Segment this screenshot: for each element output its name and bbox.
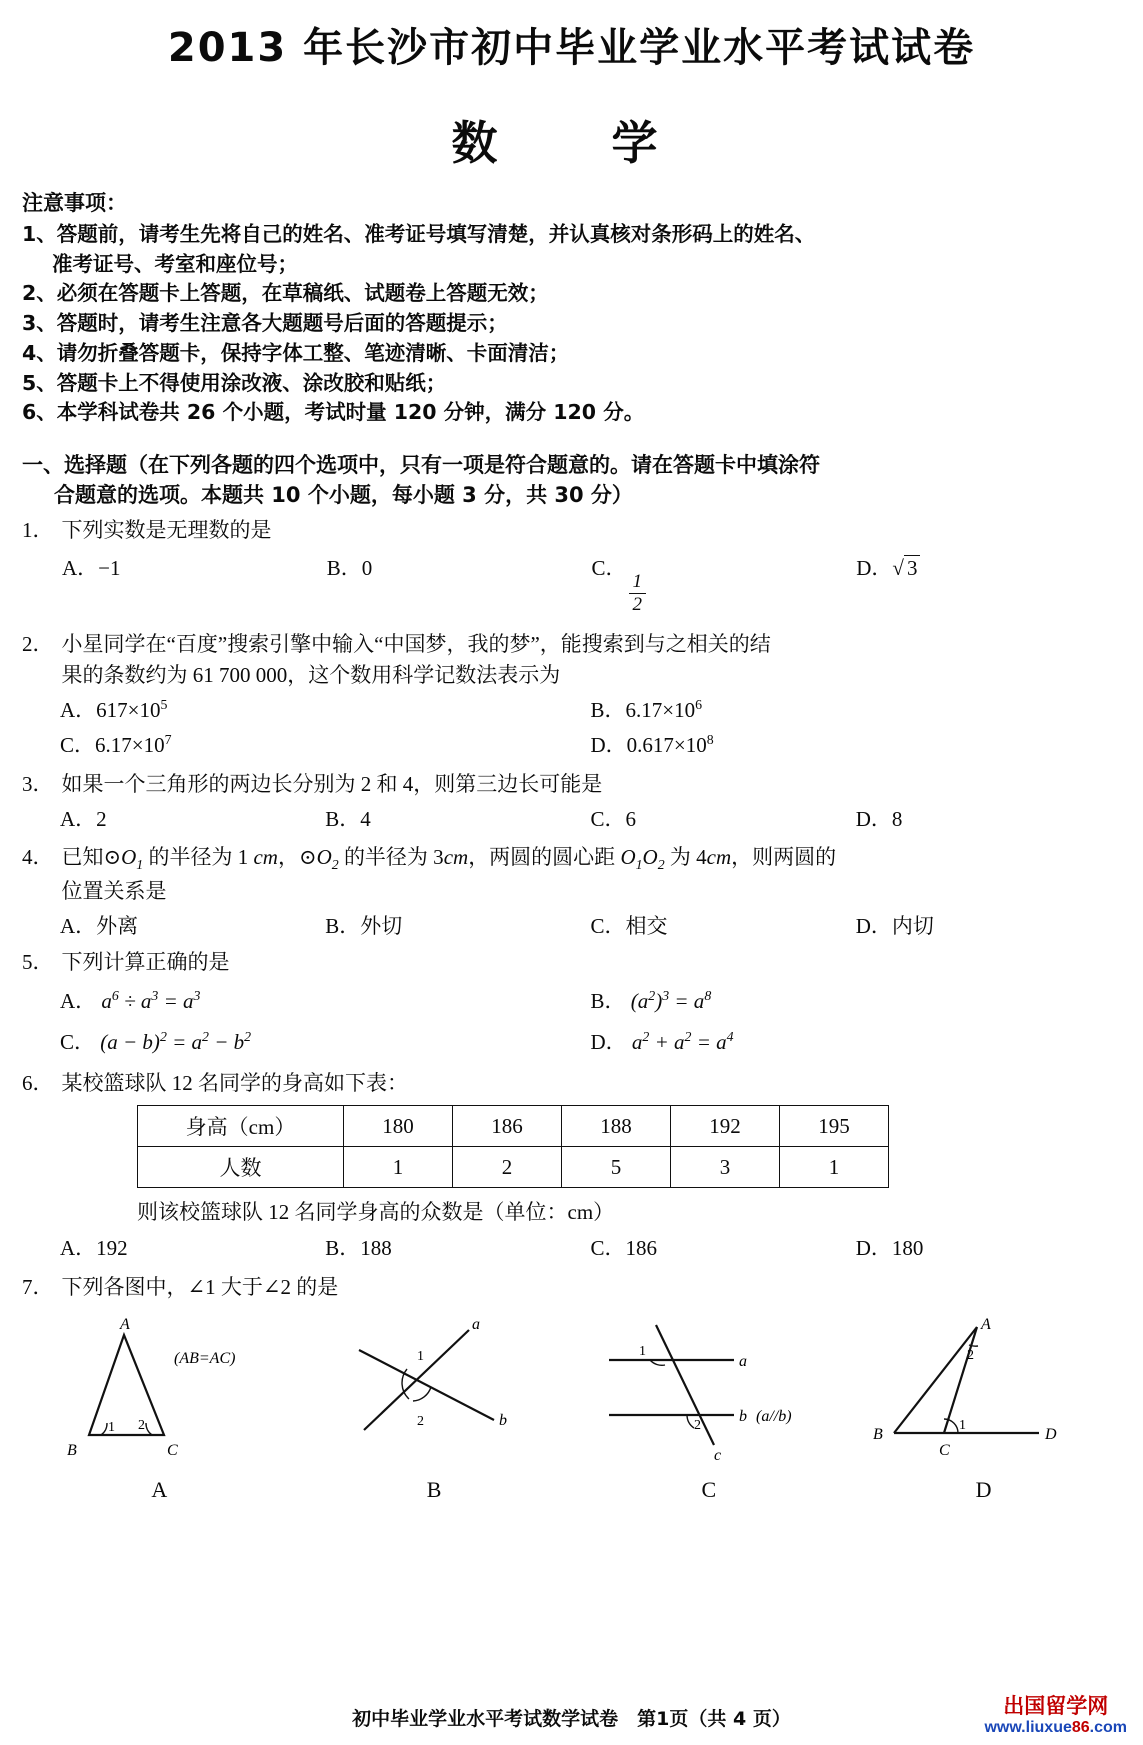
option-key: B． <box>325 913 361 938</box>
table-cell: 180 <box>344 1106 453 1147</box>
notice-item-text: 本学科试卷共 26 个小题，考试时量 120 分钟，满分 120 分。 <box>56 400 645 425</box>
option-b[interactable] <box>325 1232 590 1266</box>
notice-heading: 注意事项： <box>22 191 127 215</box>
notice-item <box>22 309 1121 339</box>
question-stem: 某校篮球队 12 名同学的身高如下表： <box>61 1070 408 1095</box>
option-key: D． <box>855 1236 892 1261</box>
table-cell: 192 <box>671 1106 780 1147</box>
line-label-c: c <box>713 1447 721 1465</box>
option-a[interactable] <box>60 694 591 728</box>
option-text: 6.17×10 <box>625 697 696 722</box>
stem-part: ，⊙ <box>277 845 317 870</box>
question-stem: 下列各图中，∠1 大于∠2 的是 <box>61 1274 339 1299</box>
option-exponent: 5 <box>160 696 168 712</box>
line-label-a: a <box>738 1353 747 1371</box>
question-stem-line2: 位置关系是 <box>61 879 167 904</box>
option-exponent: 6 <box>695 696 703 712</box>
subject-title: 数 学 <box>451 116 692 170</box>
angle-label-1: 1 <box>958 1418 966 1434</box>
figure-label: C <box>701 1477 717 1503</box>
option-key: B． <box>590 697 626 722</box>
option-text: 6 <box>625 806 637 831</box>
option-d[interactable] <box>856 910 1121 944</box>
question-1 <box>22 515 1121 615</box>
option-key: A． <box>60 913 97 938</box>
table-row <box>138 1147 889 1188</box>
vertex-label-b: B <box>872 1426 883 1444</box>
notice-item-text: 请勿折叠答题卡，保持字体工整、笔迹清晰、卡面清洁； <box>56 340 570 365</box>
notice-item <box>22 398 1121 428</box>
table-cell: 186 <box>453 1106 562 1147</box>
option-c[interactable] <box>591 910 856 944</box>
option-key: A． <box>62 556 99 581</box>
notice-item-number: 3、 <box>22 311 57 336</box>
vertex-label-d: D <box>1044 1426 1057 1444</box>
option-c[interactable] <box>60 729 591 763</box>
option-row <box>22 552 1121 614</box>
option-key: A． <box>60 1236 97 1261</box>
notice-item-text: 答题前，请考生先将自己的姓名、准考证号填写清楚，并认真核对条形码上的姓名、 <box>56 222 816 246</box>
option-text: 192 <box>96 1236 128 1261</box>
segment-o1-label: O <box>620 845 636 870</box>
segment-o2-subscript: 2 <box>657 857 665 873</box>
option-key: D． <box>855 806 892 831</box>
option-key: D． <box>855 913 892 938</box>
figure-b <box>297 1315 572 1503</box>
notice-item-number: 2、 <box>22 281 57 306</box>
option-d[interactable] <box>856 552 1121 614</box>
option-expression: $a^2 + a^2 = a^4$ <box>631 1029 734 1055</box>
option-key: C． <box>60 733 96 758</box>
option-key: C． <box>590 1236 626 1261</box>
question-number: 5． <box>22 950 54 975</box>
option-row <box>22 910 1121 944</box>
question-5 <box>22 947 1121 1060</box>
option-d[interactable] <box>591 1026 1122 1060</box>
watermark-url-highlight: 86 <box>1071 1718 1090 1736</box>
option-b[interactable] <box>591 694 1122 728</box>
circle-o1-subscript: 1 <box>136 857 144 873</box>
option-row <box>22 694 1121 728</box>
question-stem <box>62 842 1122 907</box>
option-text: 0 <box>361 556 373 581</box>
segment-o1-subscript: 1 <box>635 857 643 873</box>
option-c[interactable] <box>592 552 857 614</box>
option-key: C． <box>590 913 626 938</box>
option-a[interactable] <box>60 803 325 837</box>
option-expression: $a^6 \div a^3 = a^3$ <box>101 987 201 1013</box>
notice-item-text: 必须在答题卡上答题，在草稿纸、试题卷上答题无效； <box>56 281 549 306</box>
watermark-url <box>984 1719 1127 1737</box>
option-text: 0.617×10 <box>626 733 707 758</box>
figure-a <box>22 1315 297 1503</box>
option-row <box>22 729 1121 763</box>
angle-label-1: 1 <box>638 1344 646 1360</box>
option-key: A． <box>60 988 97 1013</box>
angle-label-2: 2 <box>417 1414 425 1430</box>
option-exponent: 8 <box>706 732 714 748</box>
question-number: 1． <box>22 517 54 542</box>
question-2 <box>22 629 1121 763</box>
notice-item-text: 答题卡上不得使用涂改液、涂改胶和贴纸； <box>56 370 447 395</box>
isosceles-triangle-diagram <box>34 1315 284 1475</box>
notice-item <box>22 220 1121 279</box>
option-expression: $(a^2)^3 = a^8$ <box>630 987 712 1013</box>
option-key: A． <box>60 697 97 722</box>
figure-label: D <box>975 1477 992 1503</box>
notice-item <box>22 279 1121 309</box>
option-text: 2 <box>96 806 107 831</box>
stem-part: 为 4 <box>664 845 707 870</box>
angle-label-2: 2 <box>138 1418 146 1434</box>
angle-label-2: 2 <box>966 1348 974 1364</box>
option-text: 内切 <box>891 913 934 938</box>
option-exponent: 7 <box>164 732 172 748</box>
question-number: 6． <box>22 1070 54 1095</box>
line-label-b: b <box>499 1412 508 1430</box>
notice-item-text-cont: 准考证号、考室和座位号； <box>52 251 298 276</box>
table-cell: 195 <box>780 1106 889 1147</box>
question-stem: 下列计算正确的是 <box>61 950 230 975</box>
option-key: D． <box>856 556 893 581</box>
notice-item <box>22 339 1121 369</box>
unit-cm: cm <box>443 845 469 870</box>
unit-cm: cm <box>706 845 732 870</box>
option-a[interactable] <box>60 985 591 1019</box>
section-heading-line1: 一、选择题（在下列各题的四个选项中，只有一项是符合题意的。请在答题卡中填涂符 <box>22 453 820 478</box>
angle-label-2: 2 <box>693 1418 701 1434</box>
option-text: 617×10 <box>96 697 161 722</box>
question-stem: 下列实数是无理数的是 <box>61 517 272 542</box>
vertex-label-a: A <box>980 1316 991 1334</box>
circle-o1-label: O <box>121 845 137 870</box>
vertex-label-c: C <box>938 1442 950 1460</box>
section-heading <box>22 450 1121 511</box>
question-stem: 如果一个三角形的两边长分别为 2 和 4，则第三边长可能是 <box>61 772 603 797</box>
angle-label-1: 1 <box>108 1420 116 1436</box>
option-text: 外切 <box>360 913 403 938</box>
figure-d <box>846 1315 1121 1503</box>
option-d[interactable] <box>856 1232 1121 1266</box>
question-stem-line2: 果的条数约为 61 700 000，这个数用科学记数法表示为 <box>61 663 561 688</box>
notice-item-text: 答题时，请考生注意各大题题号后面的答题提示； <box>56 311 508 336</box>
notice-item <box>22 369 1121 399</box>
figure-c <box>572 1315 847 1503</box>
option-key: C． <box>590 806 626 831</box>
circle-o2-label: O <box>316 845 332 870</box>
exam-page <box>0 16 1143 1745</box>
question-number: 2． <box>22 631 54 656</box>
unit-cm: cm <box>253 845 278 870</box>
section-heading-line2: 合题意的选项。本题共 10 个小题，每小题 3 分，共 30 分） <box>54 483 633 508</box>
stem-part: ，则两圆的 <box>731 845 837 870</box>
watermark-site-name: 出国留学网 <box>1003 1694 1109 1719</box>
question-number: 3． <box>22 772 54 797</box>
option-d[interactable] <box>591 729 1122 763</box>
option-row <box>22 985 1121 1019</box>
notice-item-number: 1、 <box>22 222 57 246</box>
angle-label-1: 1 <box>417 1349 425 1365</box>
table-cell: 2 <box>453 1147 562 1188</box>
line-label-a: a <box>472 1316 481 1334</box>
stem-part: 的半径为 3 <box>338 845 444 870</box>
sqrt-radicand: 3 <box>904 555 921 580</box>
option-text: 8 <box>891 806 903 831</box>
line-label-b: b <box>738 1408 747 1426</box>
figure-label: A <box>151 1477 168 1503</box>
notice-item-number: 4、 <box>22 340 57 365</box>
option-a[interactable] <box>60 910 325 944</box>
question-number: 4． <box>22 845 54 870</box>
option-text: 4 <box>360 806 371 831</box>
table-cell: 3 <box>671 1147 780 1188</box>
option-text: 180 <box>891 1236 924 1261</box>
page-title: 2013 年长沙市初中毕业学业水平考试试卷 <box>167 25 976 71</box>
option-key: D． <box>590 733 627 758</box>
option-key: B． <box>590 988 626 1013</box>
question-number: 7． <box>22 1274 54 1299</box>
question-6 <box>22 1068 1121 1266</box>
option-b[interactable] <box>591 985 1122 1019</box>
notice-item-number: 6、 <box>22 400 57 425</box>
option-row <box>22 803 1121 837</box>
vertex-label-c: C <box>167 1442 179 1460</box>
option-text: 6.17×10 <box>95 733 165 758</box>
option-key: C． <box>60 1030 96 1055</box>
question-stem-line1 <box>61 845 837 873</box>
option-key: B． <box>326 556 362 581</box>
question-3 <box>22 769 1121 836</box>
option-key: D． <box>590 1030 627 1055</box>
option-text: −1 <box>98 556 121 581</box>
height-distribution-table <box>137 1105 889 1188</box>
table-cell: 1 <box>780 1147 889 1188</box>
table-cell: 1 <box>344 1147 453 1188</box>
segment-o2-label: O <box>642 845 658 870</box>
table-cell: 5 <box>562 1147 671 1188</box>
option-text: 188 <box>360 1236 392 1261</box>
option-d[interactable] <box>856 803 1121 837</box>
option-text: 186 <box>625 1236 658 1261</box>
table-header-count: 人数 <box>138 1147 344 1188</box>
sqrt-icon: √ 3 <box>892 552 920 586</box>
option-text: 外离 <box>96 913 139 938</box>
option-c[interactable] <box>591 803 856 837</box>
intersecting-lines-diagram <box>309 1315 559 1475</box>
option-key: A． <box>60 806 97 831</box>
watermark-url-part: www.liuxue <box>984 1718 1072 1736</box>
question-stem <box>62 629 1122 692</box>
fraction-numerator: 1 <box>629 572 647 594</box>
option-key: C． <box>591 556 627 581</box>
option-c[interactable] <box>60 1026 591 1060</box>
figure-note-a-parallel-b: (a//b) <box>755 1408 792 1426</box>
option-key: B． <box>325 806 361 831</box>
fraction-denominator: 2 <box>632 593 643 615</box>
option-b[interactable] <box>325 803 590 837</box>
stem-part: ，两圆的圆心距 <box>468 845 621 870</box>
option-row <box>22 1026 1121 1060</box>
option-key: B． <box>325 1236 361 1261</box>
option-row <box>22 1232 1121 1266</box>
page-footer: 初中毕业学业水平考试数学试卷 第1页（共 4 页） <box>352 1708 791 1730</box>
watermark <box>984 1694 1127 1737</box>
option-text: 相交 <box>625 913 668 938</box>
parallel-lines-transversal-diagram <box>584 1315 834 1475</box>
exterior-angle-triangle-diagram <box>859 1315 1109 1475</box>
option-a[interactable] <box>60 1232 325 1266</box>
figure-row <box>22 1315 1121 1503</box>
question-stem-line1: 小星同学在“百度”搜索引擎中输入“中国梦，我的梦”，能搜索到与之相关的结 <box>61 631 771 656</box>
notice-item-number: 5、 <box>22 370 57 395</box>
vertex-label-b: B <box>67 1442 78 1460</box>
question-7 <box>22 1272 1121 1504</box>
vertex-label-a: A <box>120 1316 131 1334</box>
figure-note-ab-eq-ac: (AB=AC) <box>174 1350 236 1368</box>
stem-part: 已知⊙ <box>61 845 122 870</box>
stem-part: 的半径为 1 <box>143 845 254 870</box>
option-b[interactable] <box>327 552 592 614</box>
table-cell: 188 <box>562 1106 671 1147</box>
option-b[interactable] <box>325 910 590 944</box>
figure-label: B <box>426 1477 442 1503</box>
fraction-one-half <box>629 572 647 615</box>
option-a[interactable] <box>62 552 327 614</box>
option-expression: $(a - b)^2 = a^2 - b^2$ <box>100 1029 252 1055</box>
table-row <box>138 1106 889 1147</box>
question-4 <box>22 842 1121 943</box>
watermark-url-part: .com <box>1089 1718 1127 1736</box>
circle-o2-subscript: 2 <box>331 857 339 873</box>
question-stem-continued: 则该校篮球队 12 名同学身高的众数是（单位：cm） <box>137 1200 615 1225</box>
table-header-height: 身高（cm） <box>138 1106 344 1147</box>
option-c[interactable] <box>591 1232 856 1266</box>
